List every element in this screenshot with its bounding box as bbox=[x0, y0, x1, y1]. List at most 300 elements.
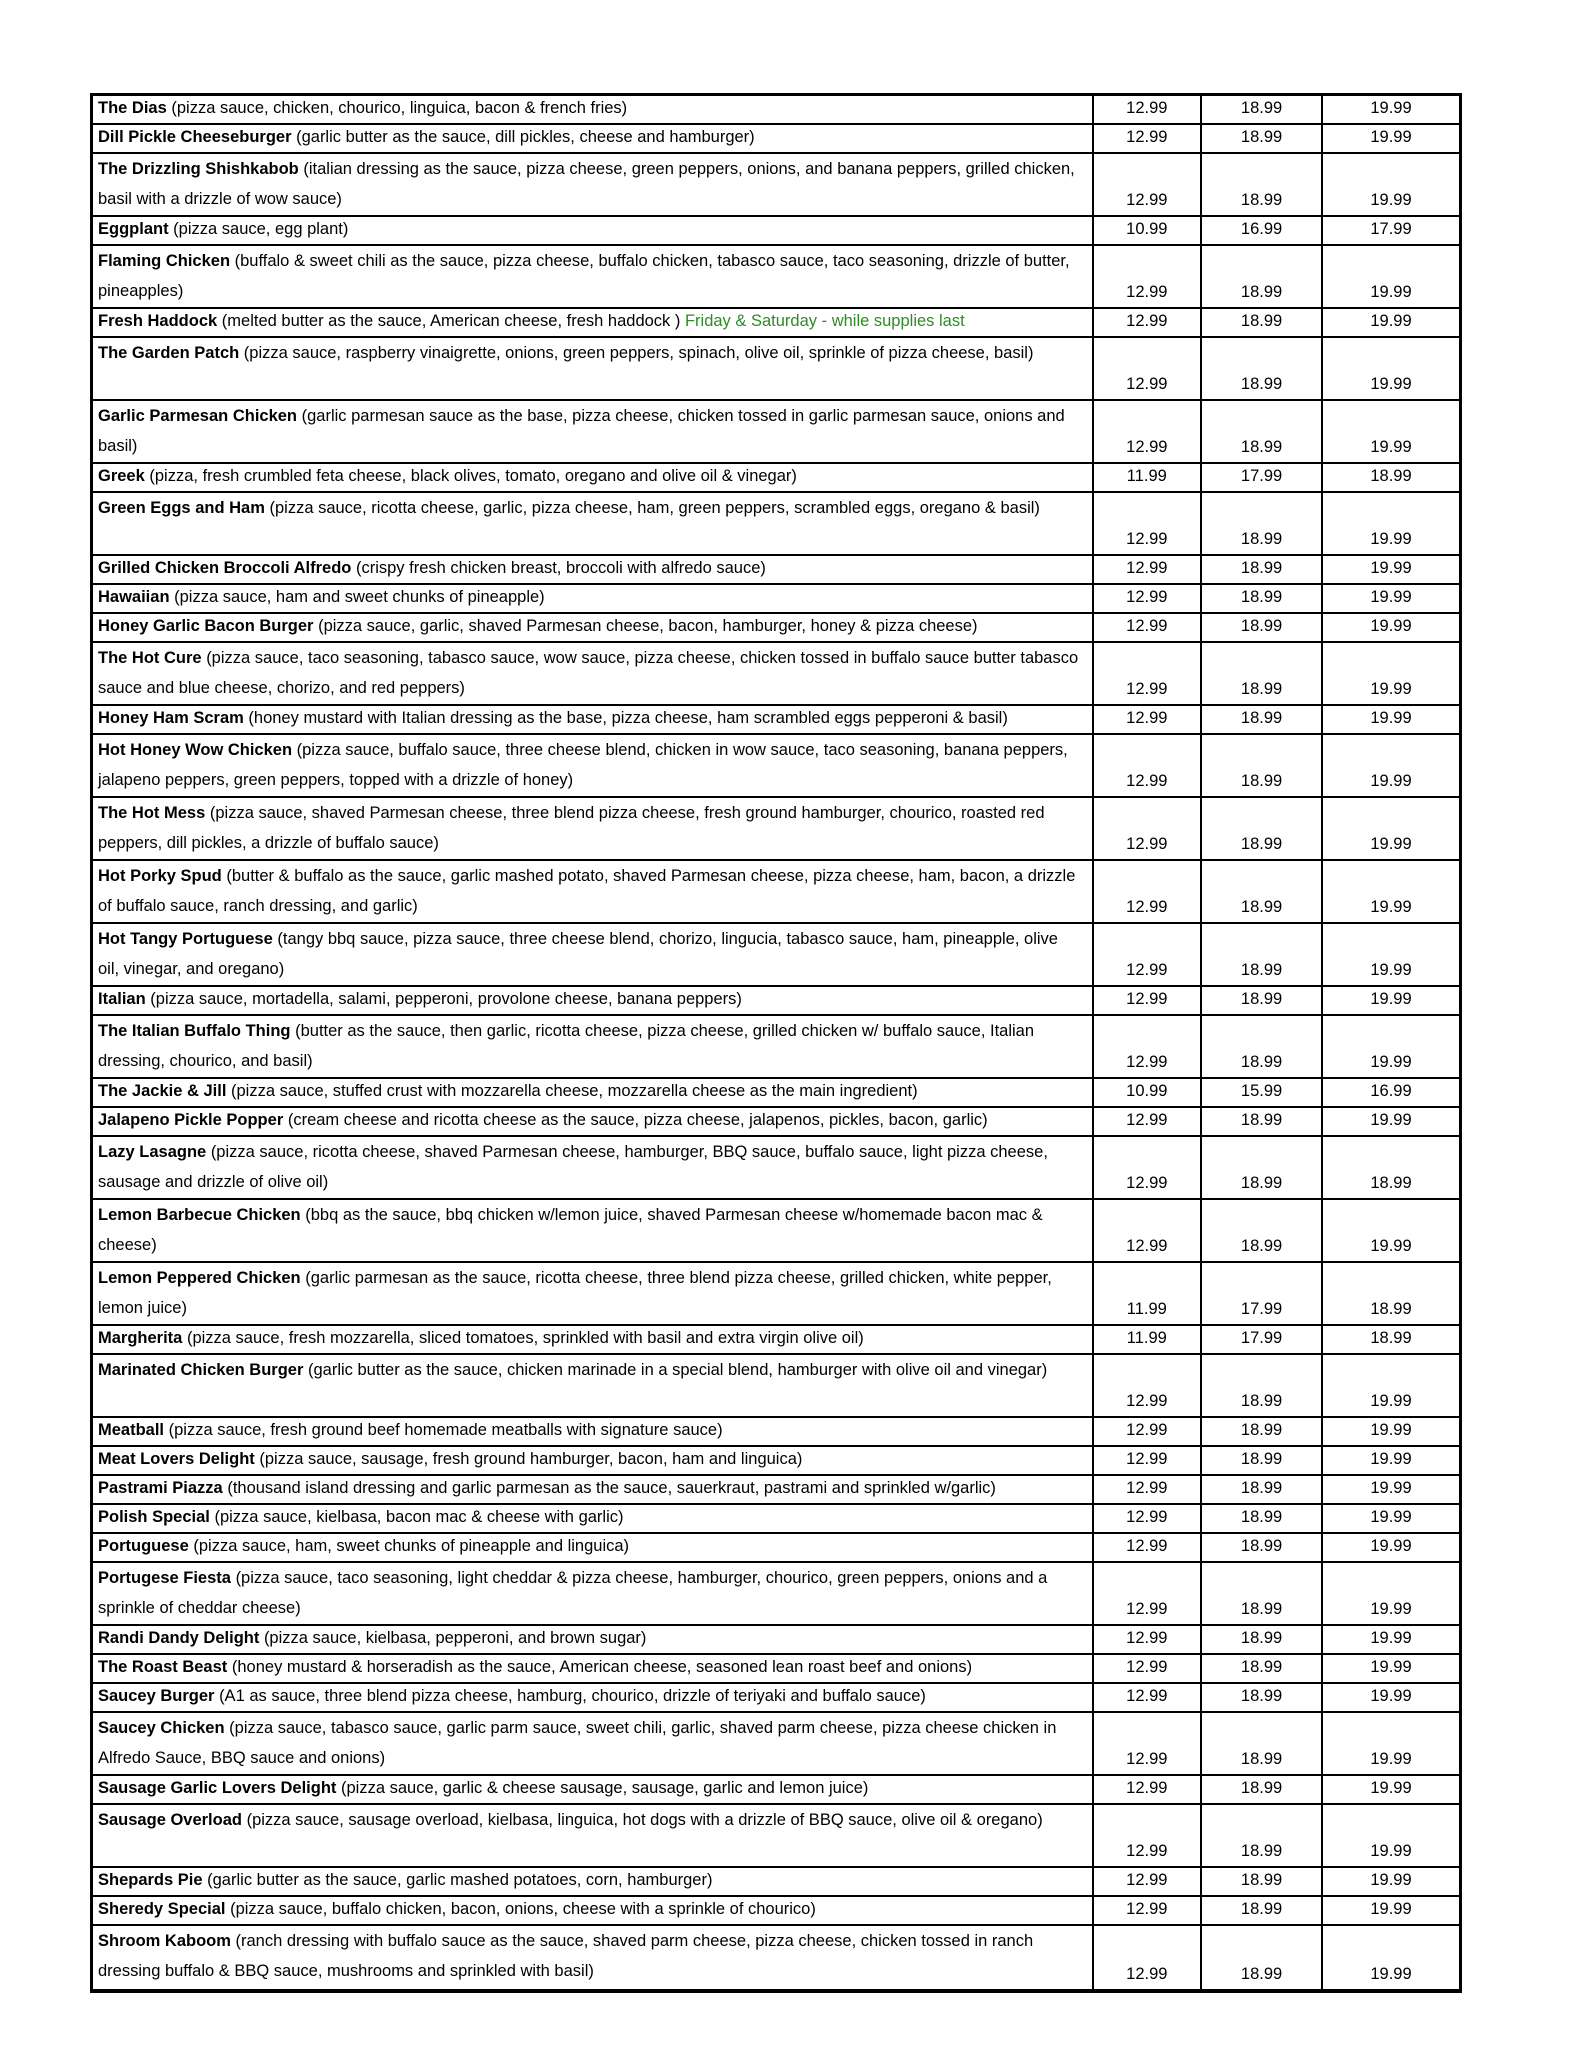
item-name: The Jackie & Jill bbox=[98, 1082, 227, 1100]
price-large: 18.99 bbox=[1200, 556, 1321, 583]
menu-row bbox=[93, 1897, 1459, 1926]
price-xlarge: 19.99 bbox=[1321, 987, 1459, 1014]
item-name: Honey Garlic Bacon Burger bbox=[98, 617, 314, 635]
menu-row bbox=[93, 1626, 1459, 1655]
item-description-cell bbox=[93, 464, 1092, 491]
price-small: 12.99 bbox=[1092, 987, 1201, 1014]
menu-row bbox=[93, 585, 1459, 614]
item-name: Lazy Lasagne bbox=[98, 1143, 207, 1161]
price-xlarge: 19.99 bbox=[1321, 1355, 1459, 1416]
price-small: 12.99 bbox=[1092, 1655, 1201, 1682]
menu-row bbox=[93, 309, 1459, 338]
price-large: 18.99 bbox=[1200, 1476, 1321, 1503]
item-name: Fresh Haddock bbox=[98, 312, 218, 330]
price-small: 12.99 bbox=[1092, 154, 1201, 215]
price-small: 12.99 bbox=[1092, 1476, 1201, 1503]
price-large: 18.99 bbox=[1200, 125, 1321, 152]
price-small: 12.99 bbox=[1092, 1776, 1201, 1803]
item-name: Grilled Chicken Broccoli Alfredo bbox=[98, 559, 352, 577]
menu-row bbox=[93, 1418, 1459, 1447]
item-description-cell bbox=[93, 798, 1092, 859]
item-name: The Garden Patch bbox=[98, 344, 240, 362]
item-ingredients: (pizza sauce, ricotta cheese, shaved Parmesan cheese, hamburger, BBQ sauce, buffalo sauce, light pizza cheese, sausage and drizzle of olive oil) bbox=[98, 1143, 1048, 1191]
menu-row bbox=[93, 987, 1459, 1016]
item-ingredients: (pizza sauce, ham, sweet chunks of pineapple and linguica) bbox=[193, 1537, 630, 1555]
menu-row bbox=[93, 556, 1459, 585]
price-xlarge: 19.99 bbox=[1321, 924, 1459, 985]
price-xlarge: 19.99 bbox=[1321, 125, 1459, 152]
item-description-cell bbox=[93, 706, 1092, 733]
item-description-cell bbox=[93, 1137, 1092, 1198]
price-small: 12.99 bbox=[1092, 1447, 1201, 1474]
price-xlarge: 16.99 bbox=[1321, 1079, 1459, 1106]
item-description-cell bbox=[93, 643, 1092, 704]
item-name: Honey Ham Scram bbox=[98, 709, 244, 727]
item-name: Saucey Burger bbox=[98, 1687, 215, 1705]
price-xlarge: 19.99 bbox=[1321, 1655, 1459, 1682]
item-ingredients: (pizza sauce, sausage overload, kielbasa, linguica, hot dogs with a drizzle of BBQ sauce, olive oil & oregano) bbox=[246, 1811, 1043, 1829]
price-xlarge: 19.99 bbox=[1321, 1926, 1459, 1989]
price-xlarge: 18.99 bbox=[1321, 464, 1459, 491]
price-large: 15.99 bbox=[1200, 1079, 1321, 1106]
menu-row bbox=[93, 464, 1459, 493]
price-small: 12.99 bbox=[1092, 1563, 1201, 1624]
item-ingredients: (melted butter as the sauce, American cheese, fresh haddock ) bbox=[221, 312, 681, 330]
price-small: 12.99 bbox=[1092, 735, 1201, 796]
price-small: 12.99 bbox=[1092, 556, 1201, 583]
price-large: 18.99 bbox=[1200, 1926, 1321, 1989]
price-large: 18.99 bbox=[1200, 1563, 1321, 1624]
item-name: Portuguese bbox=[98, 1537, 189, 1555]
price-small: 12.99 bbox=[1092, 643, 1201, 704]
price-xlarge: 19.99 bbox=[1321, 643, 1459, 704]
item-description-cell bbox=[93, 1868, 1092, 1895]
price-xlarge: 19.99 bbox=[1321, 493, 1459, 554]
price-xlarge: 19.99 bbox=[1321, 706, 1459, 733]
item-description-cell bbox=[93, 1505, 1092, 1532]
menu-row bbox=[93, 1805, 1459, 1868]
item-description-cell bbox=[93, 493, 1092, 554]
item-description-cell bbox=[93, 1476, 1092, 1503]
item-name: The Hot Cure bbox=[98, 649, 202, 667]
item-ingredients: (pizza sauce, garlic & cheese sausage, sausage, garlic and lemon juice) bbox=[341, 1779, 869, 1797]
menu-table bbox=[90, 93, 1462, 1993]
menu-row bbox=[93, 1713, 1459, 1776]
item-ingredients: (garlic parmesan as the sauce, ricotta cheese, three blend pizza cheese, grilled chicken, white pepper, lemon juice) bbox=[98, 1269, 1052, 1317]
price-small: 12.99 bbox=[1092, 309, 1201, 336]
price-xlarge: 19.99 bbox=[1321, 1563, 1459, 1624]
item-name: Sheredy Special bbox=[98, 1900, 226, 1918]
price-small: 12.99 bbox=[1092, 1868, 1201, 1895]
price-large: 17.99 bbox=[1200, 1263, 1321, 1324]
price-xlarge: 19.99 bbox=[1321, 735, 1459, 796]
price-large: 17.99 bbox=[1200, 1326, 1321, 1353]
item-name: Meatball bbox=[98, 1421, 165, 1439]
item-ingredients: (pizza sauce, buffalo sauce, three cheese blend, chicken in wow sauce, taco seasoning, banana peppers, jalapeno peppers, green peppers, topped with a drizzle of honey) bbox=[98, 741, 1068, 789]
price-xlarge: 19.99 bbox=[1321, 1626, 1459, 1653]
item-ingredients: (pizza sauce, stuffed crust with mozzarella cheese, mozzarella cheese as the main ingredient) bbox=[231, 1082, 918, 1100]
menu-row bbox=[93, 924, 1459, 987]
item-name: Sausage Overload bbox=[98, 1811, 242, 1829]
item-description-cell bbox=[93, 1776, 1092, 1803]
price-large: 18.99 bbox=[1200, 1137, 1321, 1198]
item-name: Meat Lovers Delight bbox=[98, 1450, 255, 1468]
item-description-cell bbox=[93, 924, 1092, 985]
price-large: 18.99 bbox=[1200, 1684, 1321, 1711]
price-small: 12.99 bbox=[1092, 246, 1201, 307]
item-ingredients: (pizza sauce, ricotta cheese, garlic, pizza cheese, ham, green peppers, scrambled eggs, oregano & basil) bbox=[269, 499, 1040, 517]
menu-row bbox=[93, 1926, 1459, 1989]
item-description-cell bbox=[93, 1684, 1092, 1711]
price-small: 12.99 bbox=[1092, 401, 1201, 462]
price-small: 12.99 bbox=[1092, 493, 1201, 554]
item-description-cell bbox=[93, 1108, 1092, 1135]
price-large: 18.99 bbox=[1200, 987, 1321, 1014]
price-small: 10.99 bbox=[1092, 1079, 1201, 1106]
price-xlarge: 19.99 bbox=[1321, 1534, 1459, 1561]
price-xlarge: 19.99 bbox=[1321, 154, 1459, 215]
price-small: 12.99 bbox=[1092, 1713, 1201, 1774]
item-description-cell bbox=[93, 614, 1092, 641]
item-ingredients: (bbq as the sauce, bbq chicken w/lemon juice, shaved Parmesan cheese w/homemade bacon mac & cheese) bbox=[98, 1206, 1043, 1254]
item-ingredients: (pizza sauce, ham and sweet chunks of pineapple) bbox=[174, 588, 545, 606]
price-large: 18.99 bbox=[1200, 1355, 1321, 1416]
item-ingredients: (italian dressing as the sauce, pizza cheese, green peppers, onions, and banana peppers, grilled chicken, basil with a drizzle of wow sauce) bbox=[98, 160, 1075, 208]
item-ingredients: (pizza sauce, tabasco sauce, garlic parm sauce, sweet chili, garlic, shaved parm cheese, pizza cheese chicken in Alfredo Sauce, BBQ sauce and onions) bbox=[98, 1719, 1057, 1767]
menu-row bbox=[93, 798, 1459, 861]
price-large: 18.99 bbox=[1200, 861, 1321, 922]
price-xlarge: 19.99 bbox=[1321, 309, 1459, 336]
item-description-cell bbox=[93, 1418, 1092, 1445]
price-xlarge: 19.99 bbox=[1321, 1200, 1459, 1261]
price-large: 18.99 bbox=[1200, 798, 1321, 859]
price-xlarge: 19.99 bbox=[1321, 798, 1459, 859]
item-name: Hot Porky Spud bbox=[98, 867, 222, 885]
price-small: 12.99 bbox=[1092, 924, 1201, 985]
price-large: 18.99 bbox=[1200, 1505, 1321, 1532]
menu-row bbox=[93, 1476, 1459, 1505]
item-ingredients: (pizza sauce, taco seasoning, light cheddar & pizza cheese, hamburger, chourico, green peppers, onions and a sprinkle of cheddar cheese) bbox=[98, 1569, 1048, 1617]
menu-row bbox=[93, 154, 1459, 217]
price-large: 18.99 bbox=[1200, 246, 1321, 307]
price-xlarge: 19.99 bbox=[1321, 1505, 1459, 1532]
item-name: Pastrami Piazza bbox=[98, 1479, 223, 1497]
price-xlarge: 19.99 bbox=[1321, 338, 1459, 399]
item-ingredients: (pizza sauce, fresh ground beef homemade meatballs with signature sauce) bbox=[168, 1421, 723, 1439]
price-small: 12.99 bbox=[1092, 1200, 1201, 1261]
item-ingredients: (pizza sauce, sausage, fresh ground hamburger, bacon, ham and linguica) bbox=[259, 1450, 803, 1468]
menu-row bbox=[93, 1447, 1459, 1476]
item-name: Margherita bbox=[98, 1329, 183, 1347]
item-description-cell bbox=[93, 987, 1092, 1014]
item-description-cell bbox=[93, 1713, 1092, 1774]
menu-row bbox=[93, 338, 1459, 401]
item-ingredients: (garlic butter as the sauce, garlic mashed potatoes, corn, hamburger) bbox=[207, 1871, 713, 1889]
item-ingredients: (butter as the sauce, then garlic, ricotta cheese, pizza cheese, grilled chicken w/ buffalo sauce, Italian dressing, chourico, and basil) bbox=[98, 1022, 1035, 1070]
item-description-cell bbox=[93, 154, 1092, 215]
price-xlarge: 19.99 bbox=[1321, 556, 1459, 583]
price-large: 18.99 bbox=[1200, 1626, 1321, 1653]
item-name: Portugese Fiesta bbox=[98, 1569, 231, 1587]
price-large: 18.99 bbox=[1200, 1897, 1321, 1924]
item-ingredients: (pizza sauce, kielbasa, bacon mac & cheese with garlic) bbox=[214, 1508, 624, 1526]
item-ingredients: (pizza sauce, chicken, chourico, linguica, bacon & french fries) bbox=[171, 99, 628, 117]
price-small: 10.99 bbox=[1092, 217, 1201, 244]
item-description-cell bbox=[93, 246, 1092, 307]
item-ingredients: (thousand island dressing and garlic parmesan as the sauce, sauerkraut, pastrami and sprinkled w/garlic) bbox=[227, 1479, 996, 1497]
item-name: Marinated Chicken Burger bbox=[98, 1361, 304, 1379]
menu-row bbox=[93, 1137, 1459, 1200]
item-ingredients: (pizza sauce, kielbasa, pepperoni, and brown sugar) bbox=[263, 1629, 647, 1647]
price-xlarge: 19.99 bbox=[1321, 1776, 1459, 1803]
menu-row bbox=[93, 614, 1459, 643]
item-ingredients: (garlic butter as the sauce, chicken marinade in a special blend, hamburger with olive oil and vinegar) bbox=[307, 1361, 1048, 1379]
item-name: Saucey Chicken bbox=[98, 1719, 225, 1737]
item-description-cell bbox=[93, 1926, 1092, 1989]
item-ingredients: (pizza sauce, fresh mozzarella, sliced tomatoes, sprinkled with basil and extra virgin olive oil) bbox=[186, 1329, 864, 1347]
item-name: Hawaiian bbox=[98, 588, 170, 606]
price-xlarge: 19.99 bbox=[1321, 1684, 1459, 1711]
price-xlarge: 19.99 bbox=[1321, 614, 1459, 641]
item-ingredients: (pizza sauce, shaved Parmesan cheese, three blend pizza cheese, fresh ground hamburger, chourico, roasted red peppers, dill pickles, a drizzle of buffalo sauce) bbox=[98, 804, 1045, 852]
item-description-cell bbox=[93, 1805, 1092, 1866]
item-ingredients: (garlic butter as the sauce, dill pickles, cheese and hamburger) bbox=[296, 128, 755, 146]
item-description-cell bbox=[93, 1200, 1092, 1261]
price-small: 11.99 bbox=[1092, 1326, 1201, 1353]
item-name: Sausage Garlic Lovers Delight bbox=[98, 1779, 337, 1797]
item-ingredients: (pizza sauce, raspberry vinaigrette, onions, green peppers, spinach, olive oil, sprinkle of pizza cheese, basil) bbox=[243, 344, 1034, 362]
item-name: Greek bbox=[98, 467, 145, 485]
price-xlarge: 19.99 bbox=[1321, 1476, 1459, 1503]
menu-row bbox=[93, 1776, 1459, 1805]
price-xlarge: 18.99 bbox=[1321, 1326, 1459, 1353]
menu-row bbox=[93, 1655, 1459, 1684]
price-large: 18.99 bbox=[1200, 706, 1321, 733]
menu-row bbox=[93, 1505, 1459, 1534]
price-xlarge: 19.99 bbox=[1321, 1016, 1459, 1077]
item-ingredients: (pizza, fresh crumbled feta cheese, black olives, tomato, oregano and olive oil & vinegar) bbox=[149, 467, 797, 485]
item-description-cell bbox=[93, 1263, 1092, 1324]
price-xlarge: 19.99 bbox=[1321, 861, 1459, 922]
price-small: 12.99 bbox=[1092, 614, 1201, 641]
item-ingredients: (crispy fresh chicken breast, broccoli with alfredo sauce) bbox=[355, 559, 766, 577]
menu-row bbox=[93, 1534, 1459, 1563]
item-ingredients: (garlic parmesan sauce as the base, pizza cheese, chicken tossed in garlic parmesan sauce, onions and basil) bbox=[98, 407, 1065, 455]
item-description-cell bbox=[93, 1355, 1092, 1416]
price-large: 18.99 bbox=[1200, 1108, 1321, 1135]
price-xlarge: 18.99 bbox=[1321, 1263, 1459, 1324]
item-name: Italian bbox=[98, 990, 146, 1008]
item-name: Jalapeno Pickle Popper bbox=[98, 1111, 284, 1129]
price-small: 11.99 bbox=[1092, 464, 1201, 491]
item-name: Shepards Pie bbox=[98, 1871, 203, 1889]
price-large: 18.99 bbox=[1200, 1447, 1321, 1474]
item-description-cell bbox=[93, 1447, 1092, 1474]
price-large: 18.99 bbox=[1200, 1200, 1321, 1261]
price-xlarge: 17.99 bbox=[1321, 217, 1459, 244]
item-description-cell bbox=[93, 585, 1092, 612]
price-xlarge: 19.99 bbox=[1321, 246, 1459, 307]
price-large: 18.99 bbox=[1200, 1655, 1321, 1682]
menu-row bbox=[93, 1108, 1459, 1137]
item-name: Flaming Chicken bbox=[98, 252, 231, 270]
price-small: 12.99 bbox=[1092, 125, 1201, 152]
item-ingredients: (cream cheese and ricotta cheese as the sauce, pizza cheese, jalapenos, pickles, bacon, garlic) bbox=[287, 1111, 988, 1129]
price-large: 18.99 bbox=[1200, 735, 1321, 796]
item-ingredients: (buffalo & sweet chili as the sauce, pizza cheese, buffalo chicken, tabasco sauce, taco seasoning, drizzle of butter, pineapples) bbox=[98, 252, 1070, 300]
price-small: 12.99 bbox=[1092, 706, 1201, 733]
price-small: 12.99 bbox=[1092, 338, 1201, 399]
menu-row bbox=[93, 706, 1459, 735]
item-description-cell bbox=[93, 401, 1092, 462]
item-name: Dill Pickle Cheeseburger bbox=[98, 128, 292, 146]
item-ingredients: (pizza sauce, taco seasoning, tabasco sauce, wow sauce, pizza cheese, chicken tossed in buffalo sauce butter tabasco sauce and blue cheese, chorizo, and red peppers) bbox=[98, 649, 1079, 697]
price-xlarge: 19.99 bbox=[1321, 96, 1459, 123]
menu-row bbox=[93, 1079, 1459, 1108]
menu-row bbox=[93, 861, 1459, 924]
price-small: 12.99 bbox=[1092, 798, 1201, 859]
price-small: 12.99 bbox=[1092, 1805, 1201, 1866]
menu-row bbox=[93, 1868, 1459, 1897]
item-description-cell bbox=[93, 1079, 1092, 1106]
price-large: 18.99 bbox=[1200, 401, 1321, 462]
item-ingredients: (pizza sauce, egg plant) bbox=[173, 220, 349, 238]
price-small: 12.99 bbox=[1092, 1355, 1201, 1416]
item-description-cell bbox=[93, 96, 1092, 123]
item-name: Hot Honey Wow Chicken bbox=[98, 741, 293, 759]
item-name: The Dias bbox=[98, 99, 167, 117]
item-description-cell bbox=[93, 1626, 1092, 1653]
price-small: 11.99 bbox=[1092, 1263, 1201, 1324]
price-xlarge: 19.99 bbox=[1321, 1447, 1459, 1474]
menu-row bbox=[93, 1326, 1459, 1355]
price-small: 12.99 bbox=[1092, 1137, 1201, 1198]
menu-row bbox=[93, 125, 1459, 154]
item-description-cell bbox=[93, 1655, 1092, 1682]
menu-row bbox=[93, 1016, 1459, 1079]
item-description-cell bbox=[93, 735, 1092, 796]
price-large: 18.99 bbox=[1200, 309, 1321, 336]
item-name: The Hot Mess bbox=[98, 804, 206, 822]
price-large: 18.99 bbox=[1200, 1016, 1321, 1077]
item-description-cell bbox=[93, 338, 1092, 399]
price-large: 18.99 bbox=[1200, 585, 1321, 612]
price-large: 18.99 bbox=[1200, 1418, 1321, 1445]
price-xlarge: 19.99 bbox=[1321, 1418, 1459, 1445]
price-small: 12.99 bbox=[1092, 1684, 1201, 1711]
item-name: Polish Special bbox=[98, 1508, 210, 1526]
price-large: 18.99 bbox=[1200, 614, 1321, 641]
item-ingredients: (pizza sauce, garlic, shaved Parmesan cheese, bacon, hamburger, honey & pizza cheese) bbox=[318, 617, 978, 635]
price-xlarge: 19.99 bbox=[1321, 585, 1459, 612]
menu-row bbox=[93, 96, 1459, 125]
price-xlarge: 19.99 bbox=[1321, 1713, 1459, 1774]
item-name: Lemon Peppered Chicken bbox=[98, 1269, 301, 1287]
item-ingredients: (honey mustard with Italian dressing as the base, pizza cheese, ham scrambled eggs pepperoni & basil) bbox=[248, 709, 1008, 727]
item-description-cell bbox=[93, 1326, 1092, 1353]
item-ingredients: (pizza sauce, buffalo chicken, bacon, onions, cheese with a sprinkle of chourico) bbox=[230, 1900, 816, 1918]
price-small: 12.99 bbox=[1092, 1108, 1201, 1135]
item-description-cell bbox=[93, 556, 1092, 583]
item-description-cell bbox=[93, 125, 1092, 152]
item-name: Lemon Barbecue Chicken bbox=[98, 1206, 301, 1224]
item-ingredients: (butter & buffalo as the sauce, garlic mashed potato, shaved Parmesan cheese, pizza cheese, ham, bacon, a drizzle of buffalo sauce, ranch dressing, and garlic) bbox=[98, 867, 1076, 915]
price-large: 18.99 bbox=[1200, 1805, 1321, 1866]
menu-row bbox=[93, 401, 1459, 464]
item-ingredients: (honey mustard & horseradish as the sauce, American cheese, seasoned lean roast beef and onions) bbox=[231, 1658, 973, 1676]
item-description-cell bbox=[93, 1016, 1092, 1077]
menu-row bbox=[93, 735, 1459, 798]
price-xlarge: 19.99 bbox=[1321, 1868, 1459, 1895]
item-ingredients: (tangy bbq sauce, pizza sauce, three cheese blend, chorizo, lingucia, tabasco sauce, ham, pineapple, olive oil, vinegar, and oregano) bbox=[98, 930, 1058, 978]
item-description-cell bbox=[93, 309, 1092, 336]
price-xlarge: 19.99 bbox=[1321, 401, 1459, 462]
price-small: 12.99 bbox=[1092, 1534, 1201, 1561]
price-large: 18.99 bbox=[1200, 154, 1321, 215]
item-name: Garlic Parmesan Chicken bbox=[98, 407, 298, 425]
price-xlarge: 18.99 bbox=[1321, 1137, 1459, 1198]
price-xlarge: 19.99 bbox=[1321, 1897, 1459, 1924]
menu-row bbox=[93, 1684, 1459, 1713]
price-small: 12.99 bbox=[1092, 1418, 1201, 1445]
menu-row bbox=[93, 246, 1459, 309]
price-small: 12.99 bbox=[1092, 1626, 1201, 1653]
item-description-cell bbox=[93, 1534, 1092, 1561]
price-large: 18.99 bbox=[1200, 643, 1321, 704]
item-description-cell bbox=[93, 1897, 1092, 1924]
price-large: 17.99 bbox=[1200, 464, 1321, 491]
menu-row bbox=[93, 493, 1459, 556]
item-name: Randi Dandy Delight bbox=[98, 1629, 260, 1647]
price-small: 12.99 bbox=[1092, 585, 1201, 612]
item-name: Shroom Kaboom bbox=[98, 1932, 231, 1950]
price-large: 18.99 bbox=[1200, 338, 1321, 399]
price-large: 18.99 bbox=[1200, 96, 1321, 123]
price-large: 18.99 bbox=[1200, 1713, 1321, 1774]
menu-row bbox=[93, 1200, 1459, 1263]
item-name: Hot Tangy Portuguese bbox=[98, 930, 273, 948]
item-name: Eggplant bbox=[98, 220, 169, 238]
item-name: The Italian Buffalo Thing bbox=[98, 1022, 291, 1040]
item-ingredients: (ranch dressing with buffalo sauce as the sauce, shaved parm cheese, pizza cheese, chicken tossed in ranch dressing buffalo & BBQ sauce, mushrooms and sprinkled with basil) bbox=[98, 1932, 1034, 1980]
item-name: Green Eggs and Ham bbox=[98, 499, 265, 517]
item-description-cell bbox=[93, 217, 1092, 244]
price-large: 18.99 bbox=[1200, 1868, 1321, 1895]
price-large: 18.99 bbox=[1200, 493, 1321, 554]
price-small: 12.99 bbox=[1092, 1016, 1201, 1077]
price-xlarge: 19.99 bbox=[1321, 1805, 1459, 1866]
item-name: The Roast Beast bbox=[98, 1658, 228, 1676]
price-large: 18.99 bbox=[1200, 1534, 1321, 1561]
price-large: 18.99 bbox=[1200, 1776, 1321, 1803]
menu-row bbox=[93, 1563, 1459, 1626]
menu-row bbox=[93, 1355, 1459, 1418]
menu-row bbox=[93, 1263, 1459, 1326]
item-ingredients: (pizza sauce, mortadella, salami, pepperoni, provolone cheese, banana peppers) bbox=[150, 990, 742, 1008]
price-xlarge: 19.99 bbox=[1321, 1108, 1459, 1135]
item-ingredients: (A1 as sauce, three blend pizza cheese, hamburg, chourico, drizzle of teriyaki and buffalo sauce) bbox=[219, 1687, 926, 1705]
item-name: The Drizzling Shishkabob bbox=[98, 160, 299, 178]
menu-row bbox=[93, 217, 1459, 246]
price-large: 18.99 bbox=[1200, 924, 1321, 985]
price-small: 12.99 bbox=[1092, 1505, 1201, 1532]
item-description-cell bbox=[93, 861, 1092, 922]
price-large: 16.99 bbox=[1200, 217, 1321, 244]
item-description-cell bbox=[93, 1563, 1092, 1624]
price-small: 12.99 bbox=[1092, 96, 1201, 123]
price-small: 12.99 bbox=[1092, 861, 1201, 922]
price-small: 12.99 bbox=[1092, 1926, 1201, 1989]
